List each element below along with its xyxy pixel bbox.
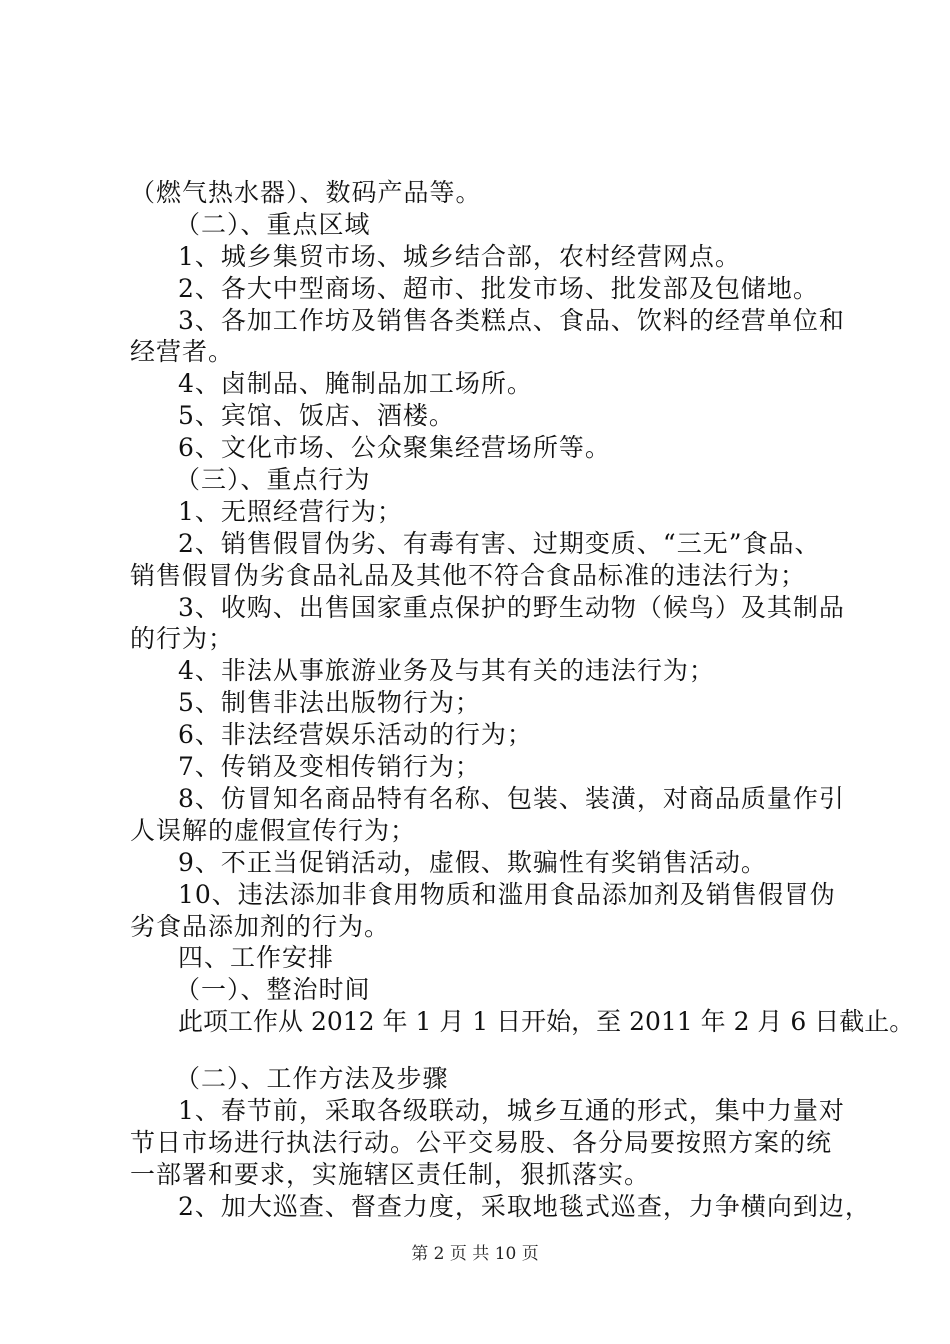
text-line: 2、销售假冒伪劣、有毒有害、过期变质、“三无”食品、 bbox=[178, 529, 821, 558]
text-line: 8、仿冒知名商品特有名称、包装、装潢，对商品质量作引 bbox=[178, 784, 845, 813]
text-line: 2、加大巡查、督查力度，采取地毯式巡查，力争横向到边， bbox=[178, 1192, 871, 1221]
section-heading: （三）、重点行为 bbox=[175, 465, 371, 494]
page-footer: 第 2 页 共 10 页 bbox=[411, 1244, 539, 1264]
text-line: （燃气热水器）、数码产品等。 bbox=[130, 178, 482, 207]
text-line: 的行为； bbox=[130, 624, 235, 653]
text-line: 5、宾馆、饭店、酒楼。 bbox=[178, 401, 455, 430]
text-line: 4、非法从事旅游业务及与其有关的违法行为； bbox=[178, 656, 715, 685]
text-line: 销售假冒伪劣食品礼品及其他不符合食品标准的违法行为； bbox=[130, 561, 807, 590]
text-line: 2、各大中型商场、超市、批发市场、批发部及包储地。 bbox=[178, 274, 819, 303]
section-heading: 四、工作安排 bbox=[178, 943, 335, 972]
text-line: 经营者。 bbox=[130, 337, 235, 366]
text-line: 1、春节前，采取各级联动，城乡互通的形式，集中力量对 bbox=[178, 1096, 845, 1125]
text-line: 1、城乡集贸市场、城乡结合部，农村经营网点。 bbox=[178, 242, 741, 271]
text-line: 劣食品添加剂的行为。 bbox=[130, 912, 391, 941]
text-line: 6、非法经营娱乐活动的行为； bbox=[178, 720, 533, 749]
text-line: 5、制售非法出版物行为； bbox=[178, 688, 481, 717]
text-line: 1、无照经营行为； bbox=[178, 497, 403, 526]
text-line: 节日市场进行执法行动。公平交易股、各分局要按照方案的统 bbox=[130, 1128, 833, 1157]
text-line: 人误解的虚假宣传行为； bbox=[130, 816, 417, 845]
text-line: 6、文化市场、公众聚集经营场所等。 bbox=[178, 433, 611, 462]
text-line: 一部署和要求，实施辖区责任制，狠抓落实。 bbox=[130, 1160, 651, 1189]
text-line: 3、各加工作坊及销售各类糕点、食品、饮料的经营单位和 bbox=[178, 306, 845, 335]
text-line: 9、不正当促销活动，虚假、欺骗性有奖销售活动。 bbox=[178, 848, 767, 877]
section-heading: （一）、整治时间 bbox=[175, 975, 371, 1004]
text-line: 3、收购、出售国家重点保护的野生动物（候鸟）及其制品 bbox=[178, 593, 845, 622]
section-heading: （二）、重点区域 bbox=[175, 210, 371, 239]
text-line: 4、卤制品、腌制品加工场所。 bbox=[178, 369, 533, 398]
text-line: 7、传销及变相传销行为； bbox=[178, 752, 481, 781]
text-line: 此项工作从 2012 年 1 月 1 日开始，至 2011 年 2 月 6 日截止。 bbox=[178, 1007, 915, 1036]
text-line: 10、违法添加非食用物质和滥用食品添加剂及销售假冒伪 bbox=[178, 880, 836, 909]
section-heading: （二）、工作方法及步骤 bbox=[175, 1064, 449, 1093]
